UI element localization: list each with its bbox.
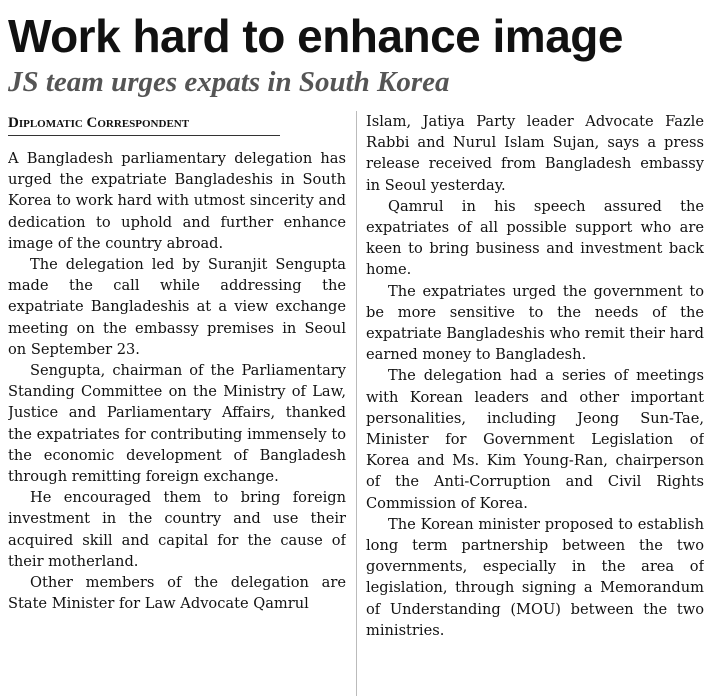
paragraph: The delegation led by Suranjit Sengupta made the call while addressing the expatriate Bangladeshis at a view exchange meeting on the embassy premises in Seoul on September 23. bbox=[8, 256, 346, 358]
headline: Work hard to enhance image bbox=[8, 10, 623, 62]
byline-rule bbox=[8, 135, 280, 136]
paragraph: Sengupta, chairman of the Parliamentary Standing Committee on the Ministry of Law, Justice and Parliamentary Affairs, thanked the expatriates for contributing immensely to the economic development of Bangladesh through remitting foreign exchange. bbox=[8, 362, 346, 486]
paragraph: The Korean minister proposed to establish long term partnership between the two governments, especially in the area of legislation, through signing a Memorandum of Understanding (MOU) between the two ministries. bbox=[366, 515, 704, 639]
paragraph: Qamrul in his speech assured the expatriates of all possible support who are keen to bring business and investment back home. bbox=[366, 197, 704, 279]
paragraph: A Bangladesh parliamentary delegation has urged the expatriate Bangladeshis in South Korea to work hard with utmost sincerity and dedication to uphold and further enhance image of the country abroad. bbox=[8, 150, 346, 252]
paragraph: Islam, Jatiya Party leader Advocate Fazle Rabbi and Nurul Islam Sujan, says a press release received from Bangladesh embassy in Seoul yesterday. bbox=[366, 113, 704, 194]
subheadline: JS team urges expats in South Korea bbox=[8, 66, 450, 98]
article-column-right bbox=[366, 111, 704, 699]
paragraph: He encouraged them to bring foreign investment in the country and use their acquired skill and capital for the cause of their motherland. bbox=[8, 489, 346, 570]
column-divider bbox=[356, 111, 357, 696]
byline: Diplomatic Correspondent bbox=[8, 115, 190, 131]
article-column-left bbox=[8, 111, 346, 699]
paragraph: The delegation had a series of meetings with Korean leaders and other important personalities, including Jeong Sun-Tae, Minister for Government Legislation of Korea and Ms. Kim Young-Ran, chairperson of the Anti-Corruption and Civil Rights Commission of Korea. bbox=[366, 367, 704, 512]
paragraph: Other members of the delegation are State Minister for Law Advocate Qamrul bbox=[8, 574, 346, 613]
paragraph: The expatriates urged the government to be more sensitive to the needs of the expatriate Bangladeshis who remit their hard earned money to Bangladesh. bbox=[366, 282, 704, 364]
